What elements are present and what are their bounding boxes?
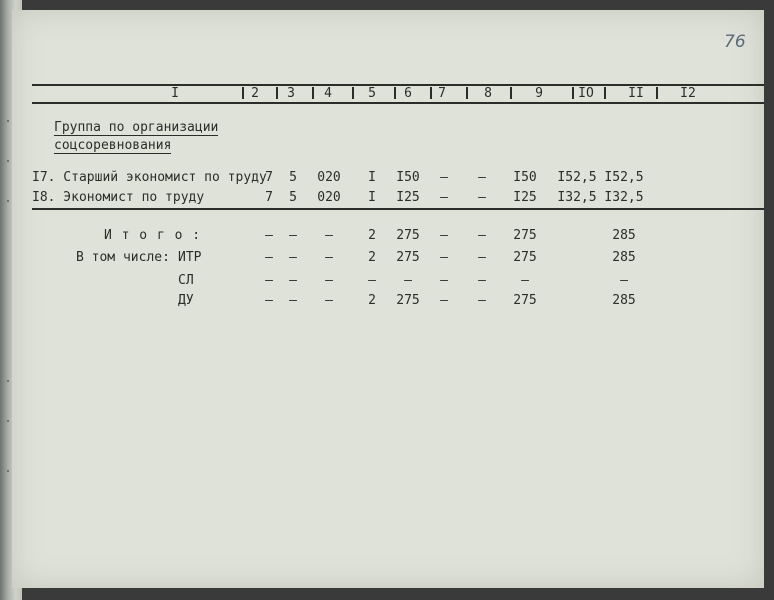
total-cell: 275 (513, 250, 537, 265)
header-col-1: I (171, 86, 179, 101)
total-cell: – (440, 228, 448, 243)
header-col-9: 9 (535, 86, 543, 101)
total-cell: – (440, 250, 448, 265)
header-separator (604, 87, 606, 99)
table-cell: 020 (317, 190, 341, 205)
table-cell: I (368, 170, 376, 185)
total-cell: 2 (368, 250, 376, 265)
header-bottom-rule (32, 102, 764, 104)
header-separator (394, 87, 396, 99)
total-cell: 275 (513, 293, 537, 308)
table-cell: I25 (513, 190, 537, 205)
section-end-rule (32, 208, 764, 210)
group-title-line-1: Группа по организации (54, 120, 219, 135)
total-cell: – (368, 273, 376, 288)
total-cell: – (265, 293, 273, 308)
row-label: I7. Старший экономист по труду (32, 170, 267, 185)
table-cell: 5 (289, 190, 297, 205)
header-col-11: II (628, 86, 644, 101)
page-number: 76 (724, 32, 746, 52)
total-cell: 275 (513, 228, 537, 243)
total-cell: – (440, 293, 448, 308)
total-cell: – (620, 273, 628, 288)
binding-hole (7, 200, 9, 202)
table-cell: I (368, 190, 376, 205)
table-cell: I52,5 (604, 170, 644, 185)
table-cell: I32,5 (557, 190, 597, 205)
total-cell: 275 (396, 250, 420, 265)
total-cell: – (289, 250, 297, 265)
total-sublabel: ИТР (178, 250, 202, 265)
total-cell: 285 (612, 250, 636, 265)
total-label: И т о г о : (104, 228, 202, 243)
header-separator (510, 87, 512, 99)
table-cell: I50 (513, 170, 537, 185)
total-sublabel: СЛ (178, 273, 194, 288)
total-cell: – (325, 293, 333, 308)
header-col-3: 3 (287, 86, 295, 101)
table-cell: 7 (265, 190, 273, 205)
group-title-line-2: соцсоревнования (54, 138, 172, 153)
header-separator (466, 87, 468, 99)
table-cell: 020 (317, 170, 341, 185)
total-cell: – (478, 273, 486, 288)
header-col-6: 6 (404, 86, 412, 101)
total-cell: 275 (396, 293, 420, 308)
header-col-5: 5 (368, 86, 376, 101)
total-cell: 2 (368, 293, 376, 308)
total-cell: 2 (368, 228, 376, 243)
total-cell: – (478, 250, 486, 265)
header-col-8: 8 (484, 86, 492, 101)
header-col-2: 2 (251, 86, 259, 101)
table-cell: I25 (396, 190, 420, 205)
total-cell: – (325, 273, 333, 288)
table-cell: – (440, 190, 448, 205)
header-col-4: 4 (324, 86, 332, 101)
total-cell: – (325, 228, 333, 243)
total-cell: – (404, 273, 412, 288)
binding-hole (7, 420, 9, 422)
header-separator (572, 87, 574, 99)
total-cell: 285 (612, 228, 636, 243)
header-separator (242, 87, 244, 99)
table-cell: I50 (396, 170, 420, 185)
total-label: В том числе: (76, 250, 170, 265)
table-cell: – (478, 170, 486, 185)
total-cell: 275 (396, 228, 420, 243)
table-cell: 7 (265, 170, 273, 185)
header-separator (656, 87, 658, 99)
header-col-12: I2 (680, 86, 696, 101)
header-separator (276, 87, 278, 99)
total-cell: – (478, 293, 486, 308)
header-col-10: IO (578, 86, 594, 101)
total-cell: – (521, 273, 529, 288)
total-sublabel: ДУ (178, 293, 194, 308)
row-label: I8. Экономист по труду (32, 190, 205, 205)
binding-hole (7, 120, 9, 122)
table-cell: I52,5 (557, 170, 597, 185)
header-separator (352, 87, 354, 99)
document-page (12, 10, 764, 588)
total-cell: – (325, 250, 333, 265)
table-cell: – (440, 170, 448, 185)
table-cell: – (478, 190, 486, 205)
header-separator (430, 87, 432, 99)
binding-hole (7, 380, 9, 382)
total-cell: – (478, 228, 486, 243)
header-top-rule (32, 84, 764, 86)
total-cell: 285 (612, 293, 636, 308)
total-cell: – (289, 293, 297, 308)
binding-hole (7, 470, 9, 472)
header-col-7: 7 (438, 86, 446, 101)
header-separator (312, 87, 314, 99)
total-cell: – (265, 273, 273, 288)
total-cell: – (440, 273, 448, 288)
total-cell: – (265, 250, 273, 265)
table-cell: 5 (289, 170, 297, 185)
total-cell: – (289, 228, 297, 243)
table-cell: I32,5 (604, 190, 644, 205)
binding-hole (7, 160, 9, 162)
total-cell: – (289, 273, 297, 288)
total-cell: – (265, 228, 273, 243)
